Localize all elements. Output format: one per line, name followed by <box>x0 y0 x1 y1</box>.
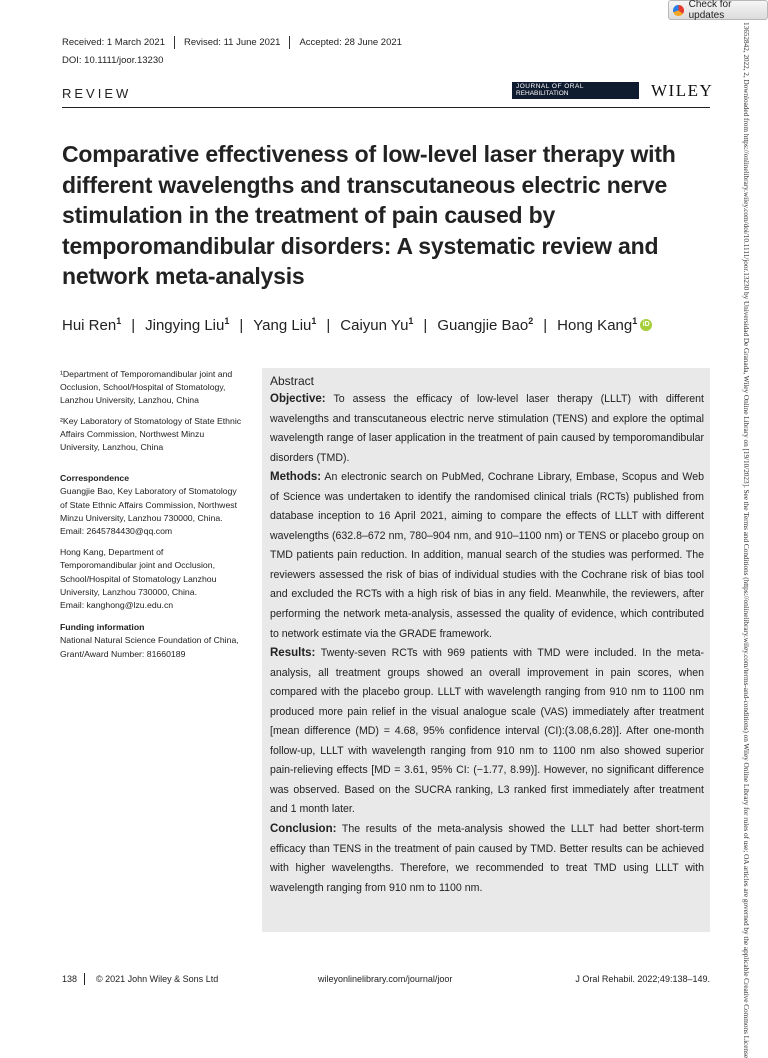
download-margin-note <box>742 22 752 1058</box>
funding-heading: Funding information <box>60 622 145 633</box>
affiliation-2: ²Key Laboratory of Stomatology of State Ethnic Affairs Commission, Northwest Minzu University, Lanzhou, China <box>60 415 242 453</box>
publisher-logo: WILEY <box>651 81 714 100</box>
orcid-icon[interactable]: iD <box>640 319 652 331</box>
correspondence-entry: Guangjie Bao, Key Laboratory of Stomatology of State Ethnic Affairs Commission, Northwest Minzu University, Lanzhou 730000, China. <box>60 486 238 523</box>
funding-text: National Natural Science Foundation of China, Grant/Award Number: 81660189 <box>60 635 239 659</box>
abstract-heading: Abstract <box>270 374 315 388</box>
author[interactable]: Hui Ren$^1$ <box>62 316 122 334</box>
journal-logo-bottom: REHABILITATION <box>516 90 569 97</box>
journal-logo <box>512 82 639 99</box>
methods-label: Methods: <box>270 471 322 484</box>
citation: J Oral Rehabil. 2022;49:138–149. <box>575 974 710 984</box>
divider <box>84 973 85 985</box>
margin-note-text: 13652842, 2022, 2, Downloaded from https://onlinelibrary.wiley.com/doi/10.1111/joor.13230 by Universidad De Granada, Wiley Online Library on [19/10/2023]. See the Terms and Conditions (https://onlinelibrary.wiley.com/terms-and-conditions) on Wiley Online Library for rules of use; OA articles are governed by the applicable Creative Commons License <box>742 22 751 1058</box>
author-separator: | <box>326 316 331 334</box>
doi[interactable]: DOI: 10.1111/joor.13230 <box>62 55 164 66</box>
divider <box>289 36 290 49</box>
accepted-date: Accepted: 28 June 2021 <box>299 37 402 48</box>
abstract-objective: Objective: To assess the efficacy of low-level laser therapy (LLLT) with different wavelengths and transcutaneous electric nerve stimulation (TENS) and explore the optimal wavelength range of laser application in the treatment of pain caused by temporomandibular disorders (TMD). <box>270 393 704 464</box>
page-number: 138 <box>62 974 78 984</box>
affiliation-1: ¹Department of Temporomandibular joint and Occlusion, School/Hospital of Stomatology, Lanzhou University, Lanzhou, China <box>60 369 233 406</box>
crossmark-icon <box>673 5 684 16</box>
check-for-updates-label: Check for updates <box>688 0 732 21</box>
abstract-box <box>262 368 710 932</box>
check-for-updates-button[interactable] <box>668 0 768 20</box>
copyright: © 2021 John Wiley & Sons Ltd <box>96 974 219 984</box>
results-label: Results: <box>270 647 316 660</box>
correspondence-entry: Hong Kang, Department of Temporomandibular joint and Occlusion, School/Hospital of Stomatology Lanzhou University, Lanzhou 730000, China. <box>60 547 217 597</box>
correspondence-email[interactable]: Email: kanghong@lzu.edu.cn <box>60 600 174 611</box>
abstract-conclusion: Conclusion: The results of the meta-analysis showed the LLLT had better short-term efficacy than TENS in the treatment of pain caused by TMD. Better results can be achieved with higher wavelengths. Therefore, we recommended to treat TMD using LLLT with wavelength ranging from 910 nm to 1100 nm. <box>270 823 704 894</box>
conclusion-label: Conclusion: <box>270 823 337 836</box>
author[interactable]: Guangjie Bao$^2$ <box>437 316 534 334</box>
article-info-sidebar <box>60 368 242 668</box>
correspondence-heading: Correspondence <box>60 473 130 484</box>
author[interactable]: Yang Liu$^1$ <box>253 316 317 334</box>
author-separator: | <box>131 316 136 334</box>
abstract-results: Results: Twenty-seven RCTs with 969 patients with TMD were included. In the meta-analysis, all treatment groups showed an overall improvement in pain scores, when compared with the placebo group. LLLT with wavelength ranging from 910 nm to 1100 nm produced more pain relief in the visual analogue scale (VAS) immediately after treatment [mean difference (MD) = 4.68, 95% confidence interval (CI):(3.08,6.28)]. After one-month follow-up, LLLT with wavelength ranging from 910 nm to 1100 nm also showed superior pain-relieving effects [MD = 3.61, 95% CI: (−1.77, 8.99)]. However, no significant difference was observed. Based on the SUCRA ranking, L3 ranked first immediately after treatment and 1 month later. <box>270 647 704 816</box>
header-divider <box>62 107 710 108</box>
article-title: Comparative effectiveness of low-level laser therapy with different wavelengths and transcutaneous electric nerve stimulation in the treatment of pain caused by temporomandibular disorders: A systematic review and network meta-analysis <box>62 141 676 289</box>
author-separator: | <box>239 316 244 334</box>
objective-label: Objective: <box>270 393 326 405</box>
author-list <box>62 316 652 334</box>
author[interactable]: Jingying Liu$^1$ <box>145 316 230 334</box>
revised-date: Revised: 11 June 2021 <box>183 37 281 48</box>
author[interactable]: Caiyun Yu$^1$ <box>340 316 414 334</box>
author-separator: | <box>543 316 548 334</box>
section-label: REVIEW <box>62 86 132 101</box>
journal-url[interactable]: wileyonlinelibrary.com/journal/joor <box>318 974 453 984</box>
author[interactable]: Hong Kang$^1$ <box>557 316 638 334</box>
received-date: Received: 1 March 2021 <box>62 37 165 48</box>
divider <box>174 36 175 49</box>
author-separator: | <box>423 316 428 334</box>
correspondence-email[interactable]: Email: 2645784430@qq.com <box>60 526 173 537</box>
abstract-methods: Methods: An electronic search on PubMed, Cochrane Library, Embase, Scopus and Web of Science was undertaken to identify the randomised clinical trials (RCTs) published from database inception to 16 April 2021, aiming to compare the effects of LLLT with different wavelengths (632.8–672 nm, 780–904 nm, and 910–1100 nm) or TENS or placebo group on TMD patients pain reduction. In addition, manual search of the studies was performed. The reviewers assessed the risk of bias of individual studies with the Cochrane risk of bias tool and excluded the RCTs with a high risk of bias in any field. Meanwhile, the reviewers, after performing the network meta-analysis, assessed the quality of evidence, which contributed to network estimate via the GRADE framework. <box>270 471 704 640</box>
journal-logo-top: JOURNAL OF ORAL <box>516 83 584 90</box>
submission-dates <box>62 36 402 49</box>
